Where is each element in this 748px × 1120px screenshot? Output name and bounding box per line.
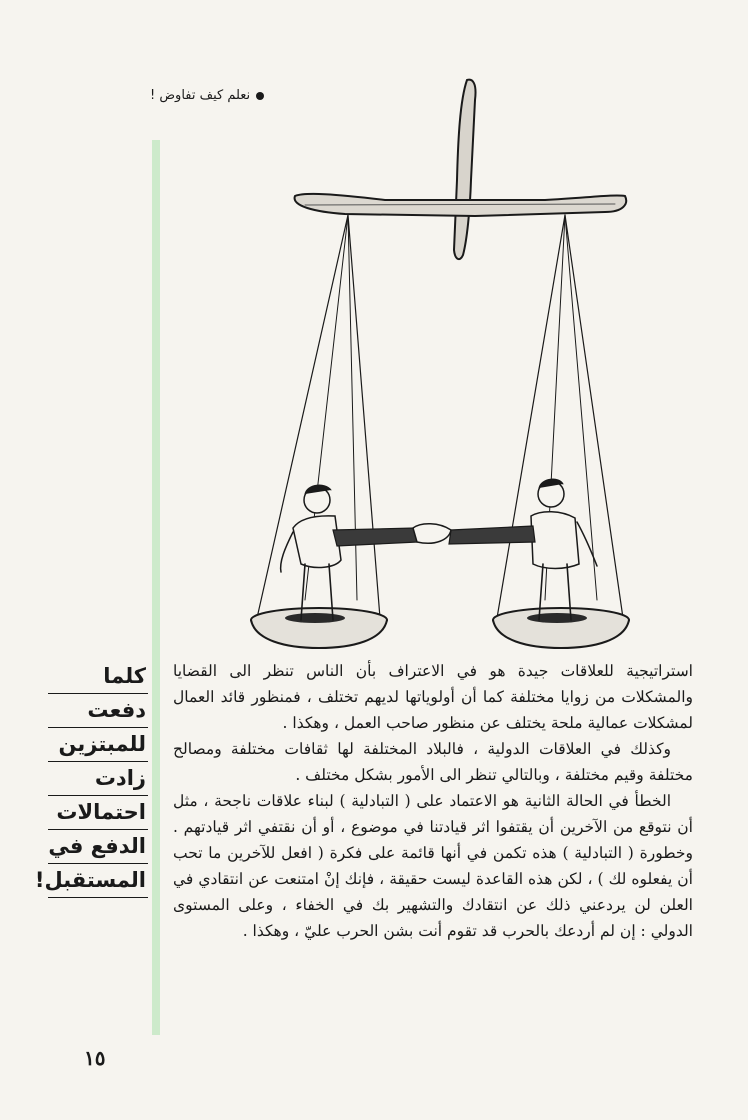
pull-quote-line: الدفع في — [48, 830, 148, 864]
header-title: نعلم كيف تفاوض ! — [150, 88, 251, 103]
page-number: ١٥ — [84, 1046, 106, 1070]
paragraph: استراتيجية للعلاقات جيدة هو في الاعتراف بأن الناس تنظر الى القضايا والمشكلات من زوايا مختلفة كما أن أولوياتها لديهم تختلف ، فمنظور قائد العمال لمشكلات عمالية ملحة يختلف عن منظور صاحب العمل ، وهكذا . — [173, 662, 693, 732]
pull-quote-line: زادت — [48, 762, 148, 796]
pull-quote-line: كلما — [48, 660, 148, 694]
pull-quote-line: المستقبل! — [48, 864, 148, 898]
pull-quote — [34, 660, 148, 898]
paragraph: الخطأ في الحالة الثانية هو الاعتماد على ( التبادلية ) لبناء علاقات ناجحة ، مثل أن نتوقع من الآخرين أن يقتفوا اثر قيادتنا في موضوع ، أو أن نقتفي اثر قيادتهم . وخطورة ( التبادلية ) هذه تكمن في أنها قائمة على فكرة ( افعل للآخرين ما تحب أن يفعلوه لك ) ، لكن هذه القاعدة ليست حقيقة ، فإنك إنْ امتنعت عن انتقادي في العلن لن يردعني ذلك عن انتقادك والتشهير بك في الخفاء ، وعلى المستوى الدولي : إن لم أردعك بالحرب قد تقوم أنت بشن الحرب عليّ ، وهكذا . — [173, 792, 693, 940]
paragraph: وكذلك في العلاقات الدولية ، فالبلاد المختلفة لها ثقافات مختلفة ومصالح مختلفة وقيم مختلفة ، وبالتالي تنظر الى الأمور بشكل مختلف . — [173, 740, 693, 784]
balance-scale-illustration — [245, 70, 645, 650]
accent-bar — [152, 140, 160, 1035]
pull-quote-line: للمبتزين — [48, 728, 148, 762]
pull-quote-line: احتمالات — [48, 796, 148, 830]
body-text — [173, 658, 693, 944]
pull-quote-line: دفعت — [48, 694, 148, 728]
